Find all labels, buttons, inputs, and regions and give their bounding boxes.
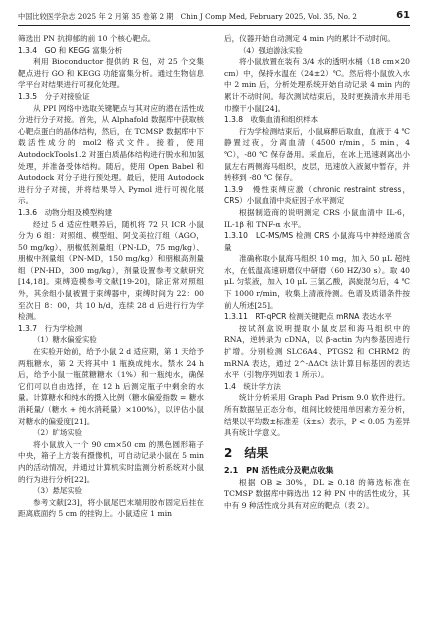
- section-heading: 1.3.7 行为学检测: [18, 323, 83, 333]
- left-column: [18, 33, 204, 520]
- paragraph: 准确称取小鼠海马组织 10 mg，加入 50 μL 超纯水，在低温高速研磨仪中研磨（60 HZ/30 s）。取 40 μL 匀浆液，加入 10 μL 三氯乙酸，涡旋混匀后，4 ℃ 下 1000 r/min，收集上清液待测。色谱及质谱条件按前人所述[25]。: [224, 254, 410, 310]
- paragraph: 将小鼠放置在装有 3/4 水的透明水桶（18 cm×20 cm）中，保持水温在（24±2）℃。然后将小鼠放入水中 2 min 后，分析处理系统开始自动记录 4 min 内的累计不动时间。每次测试结束后，及时更换清水并用毛巾擦干小鼠[24]。: [224, 57, 410, 113]
- paragraph: 经过 5 d 适应性喂养后，随机将 72 只 ICR 小鼠分为 6 组：对照组、模型组、阿戈美拉汀组（AGO，50 mg/kg）、朋椒低剂量组（PN-LD，75 mg/kg）、朋椒中剂量组（PN-MD，150 mg/kg）和朋椒高剂量组（PN-HD，300 mg/kg），剂量设置参考文献研究[14,18]。束缚造模参考文献[19-20]，除正常对照组外，其余组小鼠被置于束缚器中，束缚时间为 22：00 至次日 8：00，共 10 h/d，连续 28 d 后进行行为学检测。: [18, 219, 204, 322]
- section-heading: 1.3.10 LC-MS/MS 检测 CRS 小鼠海马中神经递质含量: [224, 231, 410, 252]
- section-heading: 1.3.4 GO 和 KEGG 富集分析: [18, 45, 123, 55]
- section-heading: 1.3.9 慢性束缚应激（chronic restraint stress，CRS）小鼠血清中炎症因子水平测定: [224, 184, 410, 206]
- header-rule: [18, 25, 410, 26]
- section-heading: 1.3.11 RT-qPCR 检测关键靶点 mRNA 表达水平: [224, 312, 392, 322]
- paragraph: 行为学检测结束后，小鼠麻醉后取血，血液于 4 ℃ 静置过夜，分离血清（4500 r/min，5 min，4 ℃），-80 ℃ 保存备用。采血后，在冰上迅速剥离出小鼠左右两侧海马组织，皮层，迅速放入液氮中暂存，并转移到 -80 ℃ 保存。: [224, 126, 410, 183]
- subsection-title: 2.1 PN 活性成分及靶点收集: [224, 465, 334, 475]
- paragraph: 统计分析采用 Graph Pad Prism 9.0 软件进行。所有数据呈正态分布，组间比较使用单因素方差分析，结果以平均数±标准差（x̄±s）表示，P < 0.05 为差异具有统计学意义。: [224, 393, 410, 438]
- running-header: [18, 12, 410, 24]
- section-heading: 1.3.5 分子对接验证: [18, 91, 90, 101]
- paragraph: 利用 Bioconductor 提供的 R 包，对 25 个交集靶点进行 GO 和 KEGG 功能富集分析。通过生物信息学平台对结果进行可视化处理。: [18, 57, 204, 90]
- paragraph: 后，仪器开始自动测定 4 min 内的累计不动时间。: [224, 34, 395, 43]
- paragraph: 筛选出 PN 抗抑郁的前 10 个核心靶点。: [18, 34, 156, 43]
- paragraph: 在实验开始前，给予小鼠 2 d 适应期，第 1 天给予两瓶糖水，第 2 天将其中 1 瓶换成纯水。禁水 24 h 后，给予小鼠一瓶蔗糖糖水（1%）和一瓶纯水，确保它们可以自由选择，在 12 h 后测定瓶子中剩余的水量。计算糖水和纯水的摄入比例（糖水偏爱指数 = 糖水消耗量/（糖水 + 纯水消耗量）×100%），以评估小鼠对糖水的偏爱度[21]。: [18, 347, 204, 426]
- page-number: 61: [396, 10, 410, 21]
- paragraph: 参考文献[23]，将小鼠尾巴末端用胶布固定后挂在距离底面约 5 cm 的挂钩上。小鼠适应 1 min: [18, 497, 204, 519]
- paragraph: 根据 OB ≥ 30%，DL ≥ 0.18 的筛选标准在 TCMSP 数据库中筛选出 12 种 PN 中的活性成分，其中有 9 种活性成分具有对应的靶点（表 2）。: [224, 477, 410, 510]
- section-heading: 1.3.8 收集血清和组织样本: [224, 115, 319, 125]
- paragraph: 根据制造商的说明测定 CRS 小鼠血清中 IL-6，IL-1β 和 TNF-α 水平。: [224, 207, 410, 229]
- section-heading: 1.3.6 动物分组及模型构建: [18, 207, 113, 217]
- paragraph: 按试剂盒说明提取小鼠皮层和海马组织中的 RNA，逆转录为 cDNA，以 β-actin 为内参基因进行扩增。分别检测 SLC6A4、PTGS2 和 CHRM2 的 mRNA 表达，通过 2^-ΔΔCt 法计算目标基因的表达水平（引物序列如表 1 所示）。: [224, 323, 410, 380]
- section-title: 2 结果: [224, 445, 269, 460]
- subsection-heading: （4）强迫游泳实验: [239, 45, 303, 55]
- paragraph: 从 PPI 网络中选取关键靶点与其对应的潜在活性成分进行分子对接。首先，从 Alphafold 数据库中获取核心靶点蛋白的晶体结构，然后，在 TCMSP 数据库中下载活性成分的 mol2 格式文件。接着，使用 AutodockTools1.2 对蛋白质晶体结构进行脱水和加氢处理，并准备受体结构。随后，使用 Open Babel 和 Autodock 对分子进行预处理。最后，使用 Autodock 进行分子对接，并将结果导入 Pymol 进行可视化展示。: [18, 103, 204, 206]
- subsection-heading: （2）旷场实验: [33, 428, 83, 438]
- journal-citation: 中国比较医学杂志 2025 年 2 月第 35 卷第 2 期 Chin J Comp Med, February 2025, Vol. 35, No. 2: [18, 12, 358, 21]
- subsection-heading: （1）糖水偏爱实验: [33, 335, 97, 345]
- right-column: [224, 33, 410, 512]
- paragraph: 将小鼠放入一个 90 cm×50 cm 的黑色圆形箱子中央，箱子上方装有摄像机，可自动记录小鼠在 5 min 内的活动情况，并通过计算机实时监测分析系统对小鼠的行为进行分析[22]。: [18, 439, 204, 484]
- section-heading: 1.4 统计学方法: [224, 381, 281, 391]
- subsection-heading: （3）悬尾实验: [33, 486, 83, 496]
